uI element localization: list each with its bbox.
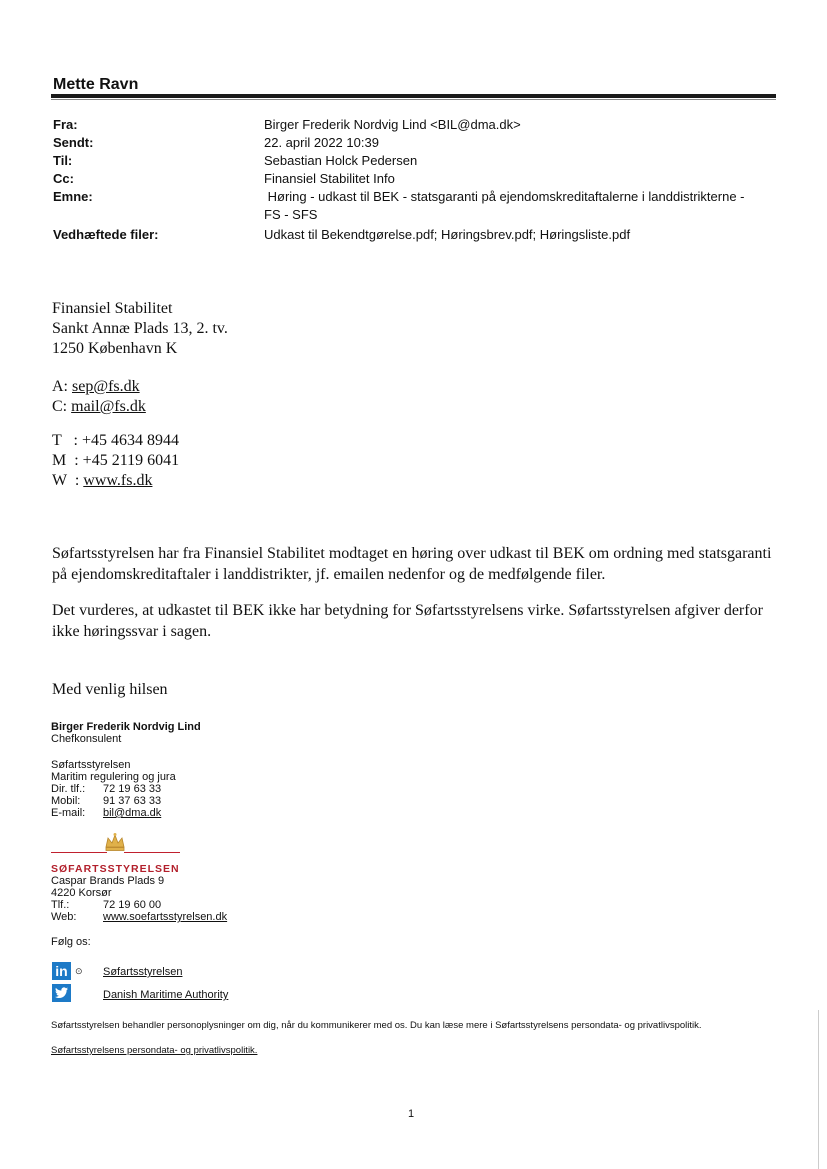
company-web	[51, 911, 227, 924]
email-link[interactable]: bil@dma.dk	[103, 807, 162, 819]
signature-mobile	[51, 795, 161, 808]
twitter-icon[interactable]	[52, 984, 71, 1002]
body-paragraph-1: Søfartsstyrelsen har fra Finansiel Stabilitet modtaget en høring over udkast til BEK om ordning med statsgaranti på ejendomskreditaftaler i landdistrikter, jf. emailen nedenfor og de medfølgende filer.	[52, 545, 772, 583]
web-link[interactable]: www.fs.dk	[83, 472, 153, 489]
company-web-label: Web:	[51, 911, 77, 923]
email-c-link[interactable]: mail@fs.dk	[71, 398, 146, 415]
signature-dept: Maritim regulering og jura	[51, 771, 176, 783]
closing: Med venlig hilsen	[52, 681, 168, 698]
header-value-to: Sebastian Holck Pedersen	[264, 153, 418, 168]
linkedin-link[interactable]: Søfartsstyrelsen	[103, 966, 183, 978]
mobile-label: Mobil:	[51, 795, 81, 807]
body-paragraph-2: Det vurderes, at udkastet til BEK ikke har betydning for Søfartsstyrelsens virke. Søfartsstyrelsen afgiver derfor ikke høringssvar i sagen.	[52, 602, 763, 640]
company-street: Caspar Brands Plads 9	[51, 875, 165, 887]
recipient-city: 1250 København K	[52, 340, 178, 357]
dir-phone-label: Dir. tlf.:	[51, 783, 86, 795]
header-value-sent: 22. april 2022 10:39	[264, 135, 379, 150]
signature-org: Søfartsstyrelsen	[51, 759, 131, 771]
header-value-from: Birger Frederik Nordvig Lind <BIL@dma.dk>	[264, 117, 521, 132]
recipient-phone-t	[52, 431, 179, 451]
twitter-link[interactable]: Danish Maritime Authority	[103, 989, 229, 1001]
company-brand: SØFARTSSTYRELSEN	[51, 863, 180, 875]
phone-m-value: +45 2119 6041	[82, 452, 180, 469]
header-label-attachments: Vedhæftede filer:	[53, 227, 159, 242]
follow-label: Følg os:	[51, 936, 91, 948]
header-label-to: Til:	[53, 153, 73, 168]
header-value-subject-cont: FS - SFS	[264, 207, 318, 222]
header-label-cc: Cc:	[53, 171, 74, 186]
signature-dir-phone	[51, 783, 161, 796]
logo-rule-right	[124, 852, 180, 853]
recipient-street: Sankt Annæ Plads 13, 2. tv.	[52, 320, 228, 337]
header-value-cc: Finansiel Stabilitet Info	[264, 171, 395, 186]
header-divider-thin	[51, 99, 776, 100]
recipient-web	[52, 471, 152, 491]
email-label: E-mail:	[51, 807, 86, 819]
phone-t-value: +45 4634 8944	[81, 432, 179, 449]
page-number: 1	[408, 1108, 415, 1120]
header-divider	[51, 94, 776, 98]
company-phone-value: 72 19 60 00	[103, 899, 162, 911]
signature-email	[51, 807, 161, 820]
recipient-phone-m	[52, 451, 179, 471]
privacy-notice: Søfartsstyrelsen behandler personoplysninger om dig, når du kommunikerer med os. Du kan læse mere i Søfartsstyrelsens persondata- og privatlivspolitik.	[51, 1020, 702, 1031]
web-label: W :	[52, 472, 84, 489]
linkedin-icon[interactable]: in	[52, 962, 71, 980]
company-phone-label: Tlf.:	[51, 899, 70, 911]
email-a-label: A:	[52, 378, 72, 395]
header-label-subject: Emne:	[53, 189, 93, 204]
mobile-value: 91 37 63 33	[103, 795, 162, 807]
crown-icon	[104, 832, 126, 852]
dir-phone-value: 72 19 63 33	[103, 783, 162, 795]
recipient-email-c	[52, 397, 146, 417]
external-link-icon: ⊙	[75, 966, 83, 976]
signature-name: Birger Frederik Nordvig Lind	[51, 721, 201, 733]
recipient-email-a	[52, 377, 140, 397]
privacy-link[interactable]: Søfartsstyrelsens persondata- og privatlivspolitik.	[51, 1045, 258, 1056]
scan-edge	[818, 1010, 819, 1169]
twitter-bird-icon	[55, 987, 68, 999]
phone-t-label: T :	[52, 432, 82, 449]
logo-rule-left	[51, 852, 107, 853]
company-web-link[interactable]: www.soefartsstyrelsen.dk	[103, 911, 228, 923]
company-city: 4220 Korsør	[51, 887, 112, 899]
header-label-sent: Sendt:	[53, 135, 94, 150]
email-c-label: C:	[52, 398, 72, 415]
header-value-attachments: Udkast til Bekendtgørelse.pdf; Høringsbrev.pdf; Høringsliste.pdf	[264, 227, 631, 242]
header-value-subject: Høring - udkast til BEK - statsgaranti på ejendomskreditaftalerne i landdistrikterne -	[264, 189, 745, 204]
header-label-from: Fra:	[53, 117, 78, 132]
company-phone	[51, 899, 161, 912]
email-a-link[interactable]: sep@fs.dk	[72, 378, 140, 395]
phone-m-label: M :	[52, 452, 83, 469]
recipient-org: Finansiel Stabilitet	[52, 300, 173, 317]
sender-name: Mette Ravn	[53, 76, 139, 93]
signature-title: Chefkonsulent	[51, 733, 122, 745]
